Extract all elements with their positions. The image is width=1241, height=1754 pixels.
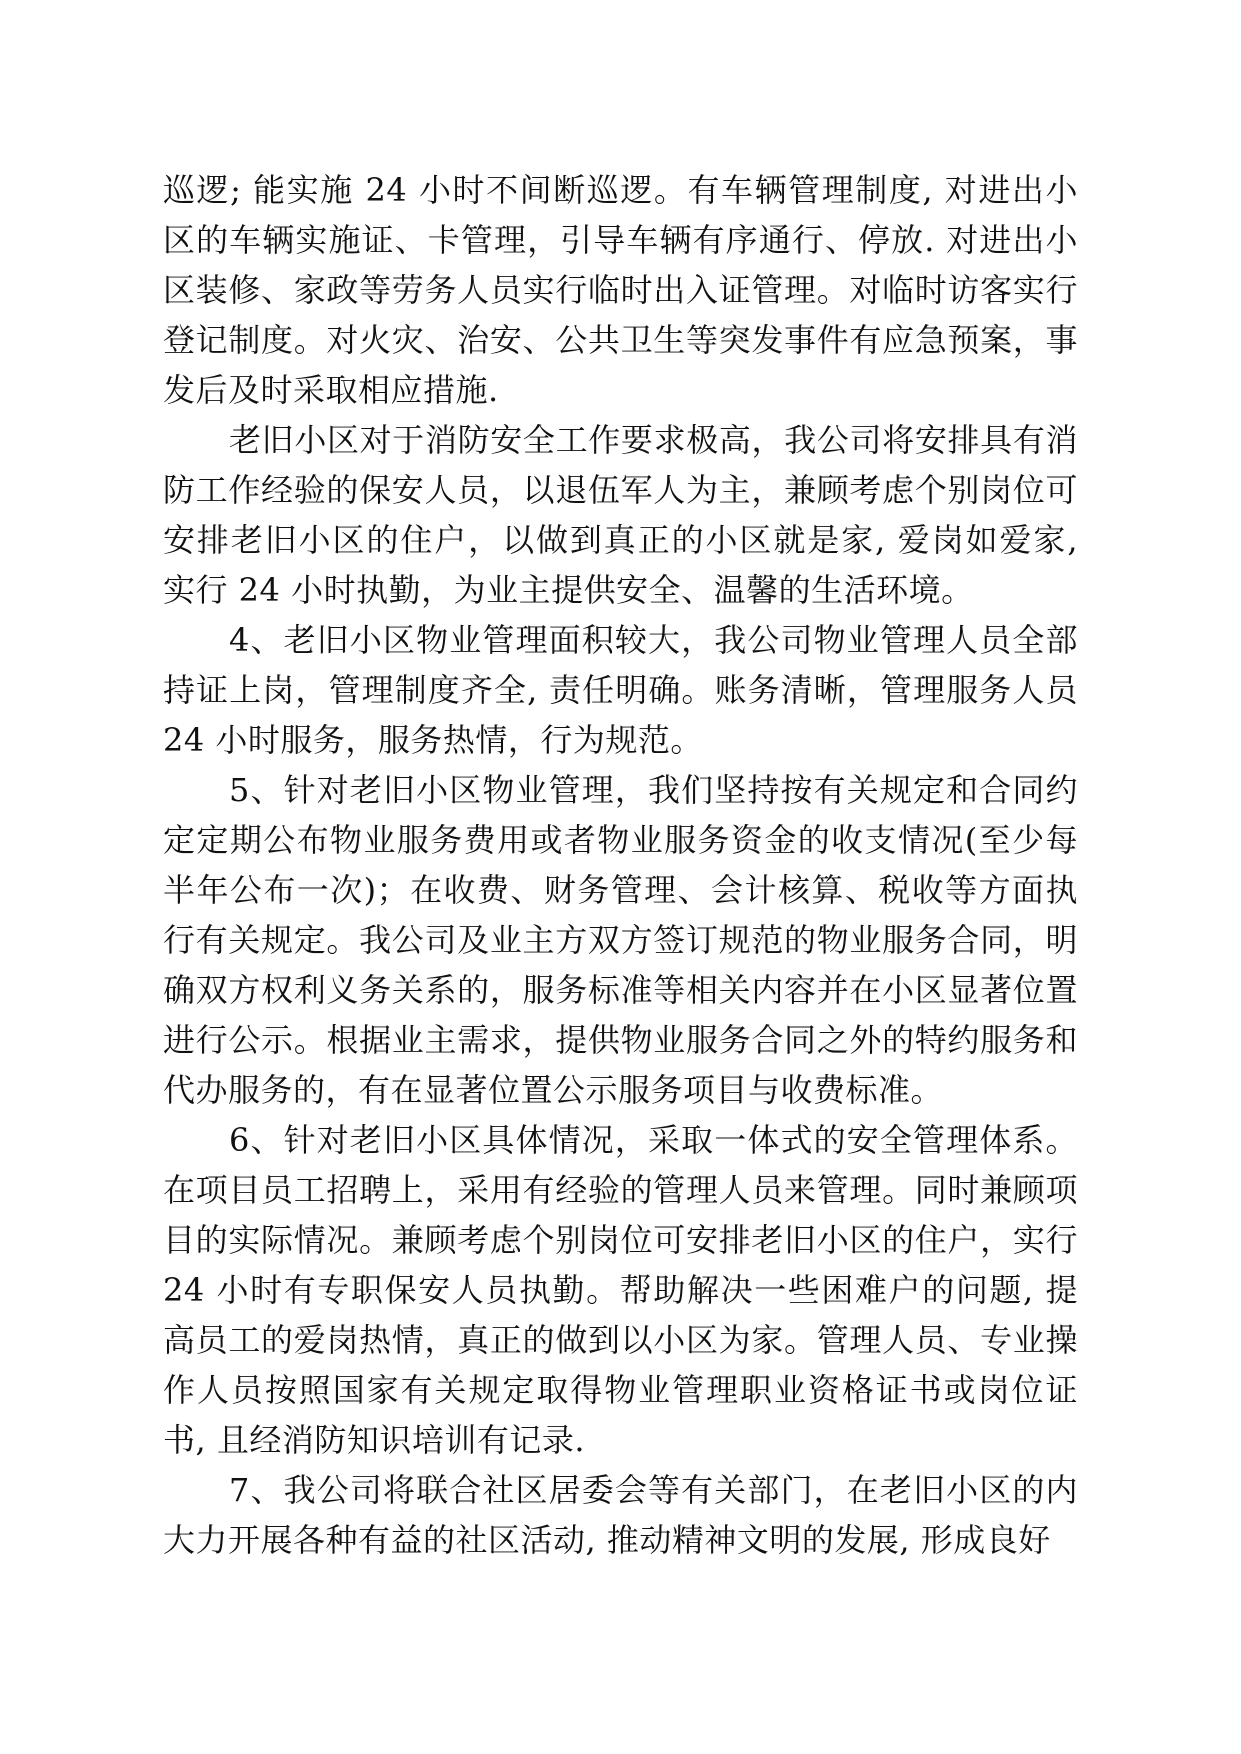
paragraph: 老旧小区对于消防安全工作要求极高，我公司将安排具有消防工作经验的保安人员，以退伍军人为主，兼顾考虑个别岗位可安排老旧小区的住户，以做到真正的小区就是家, 爱岗如爱家, 实行 24 小时执勤，为业主提供安全、温馨的生活环境。 [163, 421, 1078, 609]
paragraph: 7、我公司将联合社区居委会等有关部门，在老旧小区的内大力开展各种有益的社区活动, 推动精神文明的发展, 形成良好 [163, 1471, 1078, 1559]
paragraph: 5、针对老旧小区物业管理，我们坚持按有关规定和合同约定定期公布物业服务费用或者物业服务资金的收支情况(至少每半年公布一次)；在收费、财务管理、会计核算、税收等方面执行有关规定。我公司及业主方双方签订规范的物业服务合同，明确双方权利义务关系的，服务标准等相关内容并在小区显著位置进行公示。根据业主需求，提供物业服务合同之外的特约服务和代办服务的，有在显著位置公示服务项目与收费标准。 [163, 771, 1078, 1109]
paragraph-continued: 巡逻; 能实施 24 小时不间断巡逻。有车辆管理制度, 对进出小区的车辆实施证、卡管理，引导车辆有序通行、停放. 对进出小区装修、家政等劳务人员实行临时出入证管理。对临时访客实行登记制度。对火灾、治安、公共卫生等突发事件有应急预案，事发后及时采取相应措施. [163, 171, 1078, 409]
document-body [163, 165, 1078, 1565]
paragraph: 4、老旧小区物业管理面积较大，我公司物业管理人员全部持证上岗，管理制度齐全, 责任明确。账务清晰，管理服务人员 24 小时服务，服务热情，行为规范。 [163, 621, 1078, 759]
paragraph: 6、针对老旧小区具体情况，采取一体式的安全管理体系。在项目员工招聘上，采用有经验的管理人员来管理。同时兼顾项目的实际情况。兼顾考虑个别岗位可安排老旧小区的住户，实行 24 小时有专职保安人员执勤。帮助解决一些困难户的问题, 提高员工的爱岗热情，真正的做到以小区为家。管理人员、专业操作人员按照国家有关规定取得物业管理职业资格证书或岗位证书, 且经消防知识培训有记录. [163, 1121, 1078, 1459]
